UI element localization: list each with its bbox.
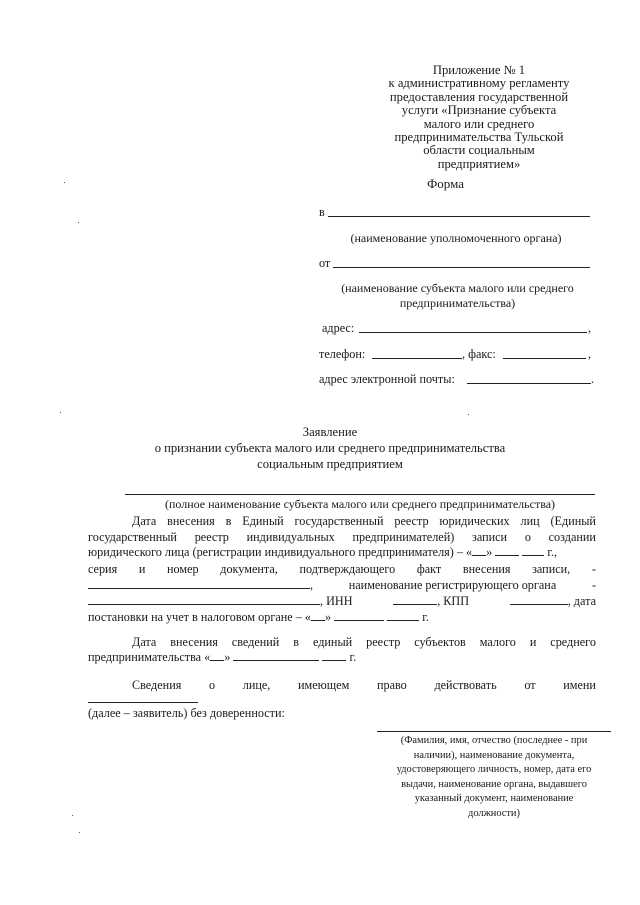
scan-speck xyxy=(64,182,65,183)
msp-month-field[interactable] xyxy=(233,650,319,661)
phone-field[interactable] xyxy=(372,358,462,359)
applicant-person-field[interactable] xyxy=(377,731,611,732)
form-label: Форма xyxy=(427,176,464,191)
to-prefix: в xyxy=(319,205,325,219)
fax-comma: , xyxy=(588,347,592,361)
email-label: адрес электронной почты: xyxy=(319,372,455,386)
applicant-field[interactable] xyxy=(88,702,198,703)
entity-name-field[interactable] xyxy=(125,494,595,495)
from-entity-field[interactable] xyxy=(333,267,590,268)
appendix-line: предпринимательства Тульской xyxy=(394,130,564,145)
p1-line-5: , наименование регистрирующего органа - xyxy=(88,578,596,593)
address-field[interactable] xyxy=(359,332,587,333)
signature-note-line: (Фамилия, имя, отчество (последнее - при xyxy=(400,735,588,746)
scan-speck xyxy=(78,222,79,223)
appendix-line: области социальным xyxy=(423,143,535,158)
signature-note xyxy=(378,734,610,822)
appendix-line: Приложение № 1 xyxy=(432,63,526,77)
p1-line-7: постановки на учет в налоговом органе – « » г. xyxy=(88,610,429,624)
statement-subtitle-2: социальным предприятием xyxy=(257,457,403,471)
scan-speck xyxy=(79,832,80,833)
signature-note-line: удостоверяющего личность, номер, дата его xyxy=(396,764,592,776)
msp-year-field[interactable] xyxy=(322,650,346,661)
from-prefix: от xyxy=(319,256,331,270)
scan-speck xyxy=(72,815,73,816)
appendix-line: предоставления государственной xyxy=(389,89,569,104)
signature-note-line: должности) xyxy=(468,807,520,819)
tax-year-field[interactable] xyxy=(387,610,419,621)
registering-organ-field[interactable] xyxy=(88,594,320,605)
p1-line-4: серия и номер документа, подтверждающего факт внесения записи, - xyxy=(88,562,596,576)
address-comma: , xyxy=(588,321,592,335)
p1-line-6: , ИНН , КПП , дата xyxy=(88,594,596,609)
signature-note-line: выдачи, наименование органа, выдавшего xyxy=(401,778,587,790)
phone-label: телефон: xyxy=(319,347,366,361)
p1-line-2: государственный реестр индивидуальных предпринимателей) записи о создании xyxy=(88,530,596,544)
record-series-field[interactable] xyxy=(88,578,310,589)
signature-note-line: наличии), наименование документа, xyxy=(413,749,575,761)
appendix-line: услуги «Признание субъекта xyxy=(401,103,557,118)
reg-year-field[interactable] xyxy=(522,545,544,556)
p2-line-2: предпринимательства « » г. xyxy=(88,650,357,664)
msp-day-field[interactable] xyxy=(210,650,224,661)
appendix-header xyxy=(362,64,596,171)
appendix-line: к административному регламенту xyxy=(388,76,570,91)
scan-speck xyxy=(60,412,61,413)
appendix-line: малого или среднего xyxy=(423,116,535,131)
inn-field[interactable] xyxy=(393,594,437,605)
statement-subtitle-1: о признании субъекта малого или среднего предпринимательства xyxy=(154,441,506,455)
reg-day-field[interactable] xyxy=(472,545,486,556)
p1-line-3: юридического лица (регистрации индивидуального предпринимателя) – « » г., xyxy=(88,545,558,559)
fax-label: , факс: xyxy=(462,347,496,361)
from-entity-hint-1: (наименование субъекта малого или среднего xyxy=(341,281,574,295)
reg-month-field[interactable] xyxy=(495,545,519,556)
to-organ-field[interactable] xyxy=(328,216,590,217)
email-field[interactable] xyxy=(467,383,591,384)
appendix-line: предприятием» xyxy=(437,156,521,171)
tax-month-field[interactable] xyxy=(334,610,384,621)
address-label: адрес: xyxy=(322,321,355,335)
tax-day-field[interactable] xyxy=(311,610,325,621)
signature-note-line: указанный документ, наименование xyxy=(414,793,574,805)
p3-line-3: (далее – заявитель) без доверенности: xyxy=(88,706,285,720)
to-organ-hint: (наименование уполномоченного органа) xyxy=(350,231,562,245)
p3-line-1: Сведения о лице, имеющем право действовать от имени xyxy=(132,678,596,692)
from-entity-hint-2: предпринимательства) xyxy=(399,296,516,310)
scan-speck xyxy=(468,414,469,415)
email-dot: . xyxy=(591,372,595,386)
kpp-field[interactable] xyxy=(510,594,568,605)
p1-line-1: Дата внесения в Единый государственный реестр юридических лиц (Единый xyxy=(132,514,596,528)
entity-name-hint: (полное наименование субъекта малого или среднего предпринимательства) xyxy=(164,497,556,511)
p2-line-1: Дата внесения сведений в единый реестр субъектов малого и среднего xyxy=(132,635,596,649)
fax-field[interactable] xyxy=(503,358,586,359)
statement-title: Заявление xyxy=(302,425,358,439)
